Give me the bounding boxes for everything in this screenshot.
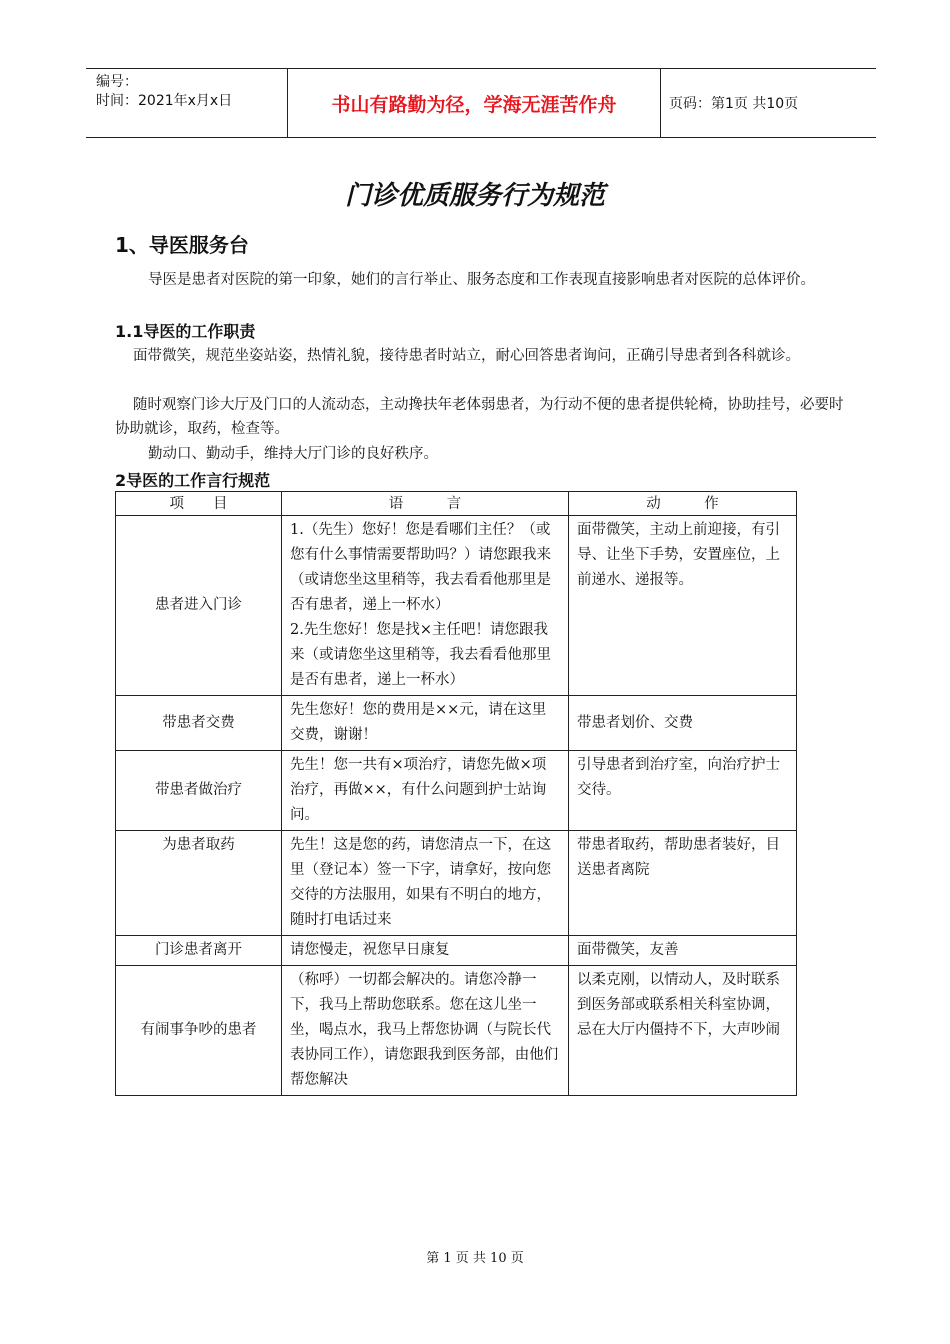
subsection-heading-duties: 1.1导医的工作职责 bbox=[115, 322, 256, 341]
row-speech: （称呼）一切都会解决的。请您冷静一下，我马上帮助您联系。您在这儿坐一坐，喝点水，我马上帮您协调（与院长代表协同工作），请您跟我到医务部，由他们帮您解决 bbox=[282, 966, 569, 1096]
table-header-row bbox=[116, 492, 797, 516]
row-action: 带患者划价、交费 bbox=[569, 696, 797, 751]
row-item: 带患者交费 bbox=[116, 696, 282, 751]
row-speech-text: 1.（先生）您好！您是看哪们主任？（或您有什么事情需要帮助吗？）请您跟我来（或请您坐这里稍等，我去看看他那里是否有患者，递上一杯水） 2.先生您好！您是找×主任吧！请您跟我来（或请您坐这里稍等，我去看看他那里是否有患者，递上一杯水） bbox=[290, 522, 551, 688]
row-speech: 先生！您一共有×项治疗，请您先做×项治疗，再做××，有什么问题到护士站询问。 bbox=[282, 751, 569, 831]
row-speech: 先生您好！您的费用是××元，请在这里交费，谢谢！ bbox=[282, 696, 569, 751]
header-meta bbox=[96, 73, 232, 111]
page-footer: 第 1 页 共 10 页 bbox=[426, 1251, 524, 1266]
duty-paragraph-1: 面带微笑，规范坐姿站姿，热情礼貌，接待患者时站立，耐心回答患者询问，正确引导患者到各科就诊。 bbox=[133, 348, 800, 364]
doc-number-label: 编号： bbox=[96, 74, 138, 90]
row-speech: 请您慢走，祝您早日康复 bbox=[282, 936, 569, 966]
header-page-label: 页码：第1页 共10页 bbox=[669, 96, 799, 112]
table-row bbox=[116, 516, 797, 696]
conduct-table bbox=[115, 491, 797, 1096]
document-title: 门诊优质服务行为规范 bbox=[344, 181, 605, 211]
row-action: 引导患者到治疗室，向治疗护士交待。 bbox=[569, 751, 797, 831]
table-row bbox=[116, 966, 797, 1096]
row-item: 带患者做治疗 bbox=[116, 751, 282, 831]
header-motto: 书山有路勤为径，学海无涯苦作舟 bbox=[287, 69, 661, 137]
duty-paragraph-3: 勤动口、勤动手，维持大厅门诊的良好秩序。 bbox=[148, 446, 438, 462]
section-heading-1: 1、导医服务台 bbox=[115, 233, 249, 257]
row-action: 面带微笑，主动上前迎接，有引导、让坐下手势，安置座位，上前递水、递报等。 bbox=[569, 516, 797, 696]
table-row bbox=[116, 831, 797, 936]
table-row bbox=[116, 936, 797, 966]
row-item: 患者进入门诊 bbox=[116, 516, 282, 696]
table-row bbox=[116, 696, 797, 751]
row-action: 面带微笑，友善 bbox=[569, 936, 797, 966]
row-speech: 先生！这是您的药，请您清点一下，在这里（登记本）签一下字，请拿好，按向您交待的方法服用，如果有不明白的地方，随时打电话过来 bbox=[282, 831, 569, 936]
row-action: 带患者取药，帮助患者装好，目送患者离院 bbox=[569, 831, 797, 936]
subsection-heading-conduct: 2导医的工作言行规范 bbox=[115, 471, 271, 490]
duty-paragraph-2: 随时观察门诊大厅及门口的人流动态，主动搀扶年老体弱患者，为行动不便的患者提供轮椅，协助挂号，必要时协助就诊，取药，检查等。 bbox=[115, 397, 844, 437]
row-item: 有闹事争吵的患者 bbox=[116, 966, 282, 1096]
row-item: 为患者取药 bbox=[116, 831, 282, 936]
header-item: 项 目 bbox=[116, 492, 282, 516]
table-row bbox=[116, 751, 797, 831]
header-speech: 语 言 bbox=[282, 492, 569, 516]
doc-time-label: 时间：2021年x月x日 bbox=[96, 93, 233, 109]
header-action: 动 作 bbox=[569, 492, 797, 516]
page-header bbox=[86, 68, 876, 138]
row-action: 以柔克刚，以情动人，及时联系到医务部或联系相关科室协调，忌在大厅内僵持不下，大声吵闹 bbox=[569, 966, 797, 1096]
intro-paragraph: 导医是患者对医院的第一印象，她们的言行举止、服务态度和工作表现直接影响患者对医院的总体评价。 bbox=[148, 272, 815, 288]
row-speech bbox=[282, 516, 569, 696]
row-item: 门诊患者离开 bbox=[116, 936, 282, 966]
